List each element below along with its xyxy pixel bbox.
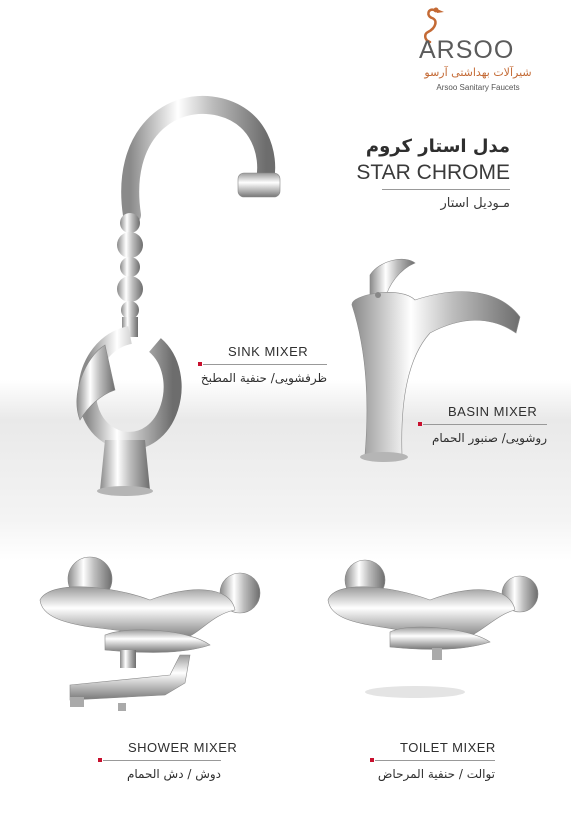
shower-mixer-image [30, 555, 260, 720]
toilet-mixer-label: TOILET MIXER [400, 740, 496, 755]
shower-mixer-label-fa: دوش / دش الحمام [126, 767, 221, 781]
brand-tagline-en: Arsoo Sanitary Faucets [436, 83, 520, 92]
basin-mixer-label: BASIN MIXER [448, 404, 538, 419]
model-title-en: STAR CHROME [356, 161, 510, 184]
toilet-mixer-accent [370, 758, 374, 762]
sink-mixer-image [60, 95, 300, 505]
shower-mixer-label: SHOWER MIXER [128, 740, 238, 755]
toilet-mixer-label-fa: توالت / حنفية المرحاض [377, 767, 495, 781]
title-divider [382, 189, 510, 190]
basin-mixer-accent [418, 422, 422, 426]
toilet-mixer-image [320, 560, 540, 700]
model-title-fa: مدل استار کروم [365, 136, 510, 157]
brand-name: ARSOO [419, 36, 515, 64]
brand-tagline-fa: شیرآلات بهداشتی آرسو [424, 66, 532, 79]
basin-mixer-label-fa: روشویی/ صنبور الحمام [431, 431, 547, 445]
sink-mixer-accent [198, 362, 202, 366]
shower-mixer-divider [103, 760, 221, 761]
sink-mixer-label: SINK MIXER [228, 344, 309, 359]
shower-mixer-accent [98, 758, 102, 762]
model-subtitle-fa: مـودیل استار [440, 196, 510, 211]
toilet-mixer-divider [375, 760, 495, 761]
sink-mixer-label-fa: ظرفشویی/ حنفیة المطبخ [200, 371, 327, 385]
basin-mixer-divider [423, 424, 547, 425]
sink-mixer-divider [203, 364, 327, 365]
